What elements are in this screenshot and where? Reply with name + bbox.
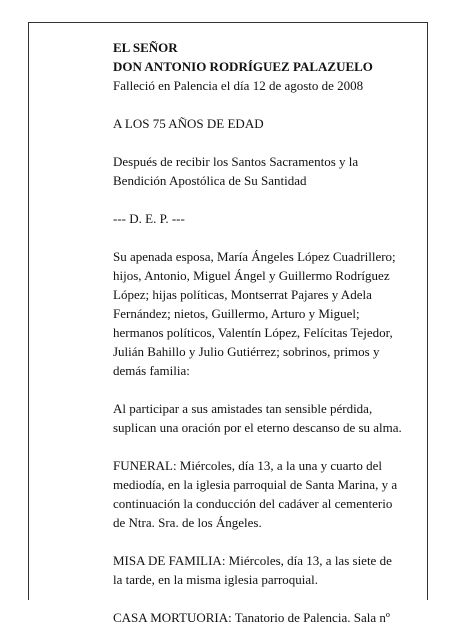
dep-line: --- D. E. P. --- (113, 211, 185, 226)
sacraments-paragraph (113, 152, 413, 190)
paragraph-line: Fernández; nietos, Guillermo, Arturo y Miguel; (113, 306, 360, 321)
paragraph-line: Después de recibir los Santos Sacramentos y la (113, 154, 359, 169)
paragraph-line: CASA MORTUORIA: Tanatorio de Palencia. Sala nº (113, 610, 390, 625)
family-paragraph (113, 247, 413, 380)
obituary-text (113, 38, 413, 627)
paragraph-line: FUNERAL: Miércoles, día 13, a la una y cuarto del (113, 458, 382, 473)
paragraph-line: continuación la conducción del cadáver al cementerio (113, 496, 393, 511)
misa-paragraph (113, 551, 413, 589)
paragraph-line: demás familia: (113, 363, 190, 378)
title-line-1: EL SEÑOR (113, 40, 178, 55)
paragraph-line: Al participar a sus amistades tan sensible pérdida, (113, 401, 373, 416)
funeral-paragraph (113, 456, 413, 532)
paragraph-line: hijos, Antonio, Miguel Ángel y Guillermo Rodríguez (113, 268, 390, 283)
paragraph-line: Su apenada esposa, María Ángeles López Cuadrillero; (113, 249, 396, 264)
paragraph-line: de Ntra. Sra. de los Ángeles. (113, 515, 262, 530)
paragraph-line: López; hijas políticas, Montserrat Pajares y Adela (113, 287, 372, 302)
death-line: Falleció en Palencia el día 12 de agosto de 2008 (113, 78, 364, 93)
title-line-2: DON ANTONIO RODRÍGUEZ PALAZUELO (113, 59, 373, 74)
paragraph-line: suplican una oración por el eterno descanso de su alma. (113, 420, 402, 435)
paragraph-line: mediodía, en la iglesia parroquial de Santa Marina, y a (113, 477, 398, 492)
paragraph-line: MISA DE FAMILIA: Miércoles, día 13, a las siete de (113, 553, 392, 568)
casa-paragraph (113, 608, 413, 627)
paragraph-line: Bendición Apostólica de Su Santidad (113, 173, 307, 188)
age-line: A LOS 75 AÑOS DE EDAD (113, 116, 264, 131)
request-paragraph (113, 399, 413, 437)
paragraph-line: la tarde, en la misma iglesia parroquial. (113, 572, 319, 587)
paragraph-line: hermanos políticos, Valentín López, Felícitas Tejedor, (113, 325, 393, 340)
paragraph-line: Julián Bahillo y Julio Gutiérrez; sobrinos, primos y (113, 344, 380, 359)
